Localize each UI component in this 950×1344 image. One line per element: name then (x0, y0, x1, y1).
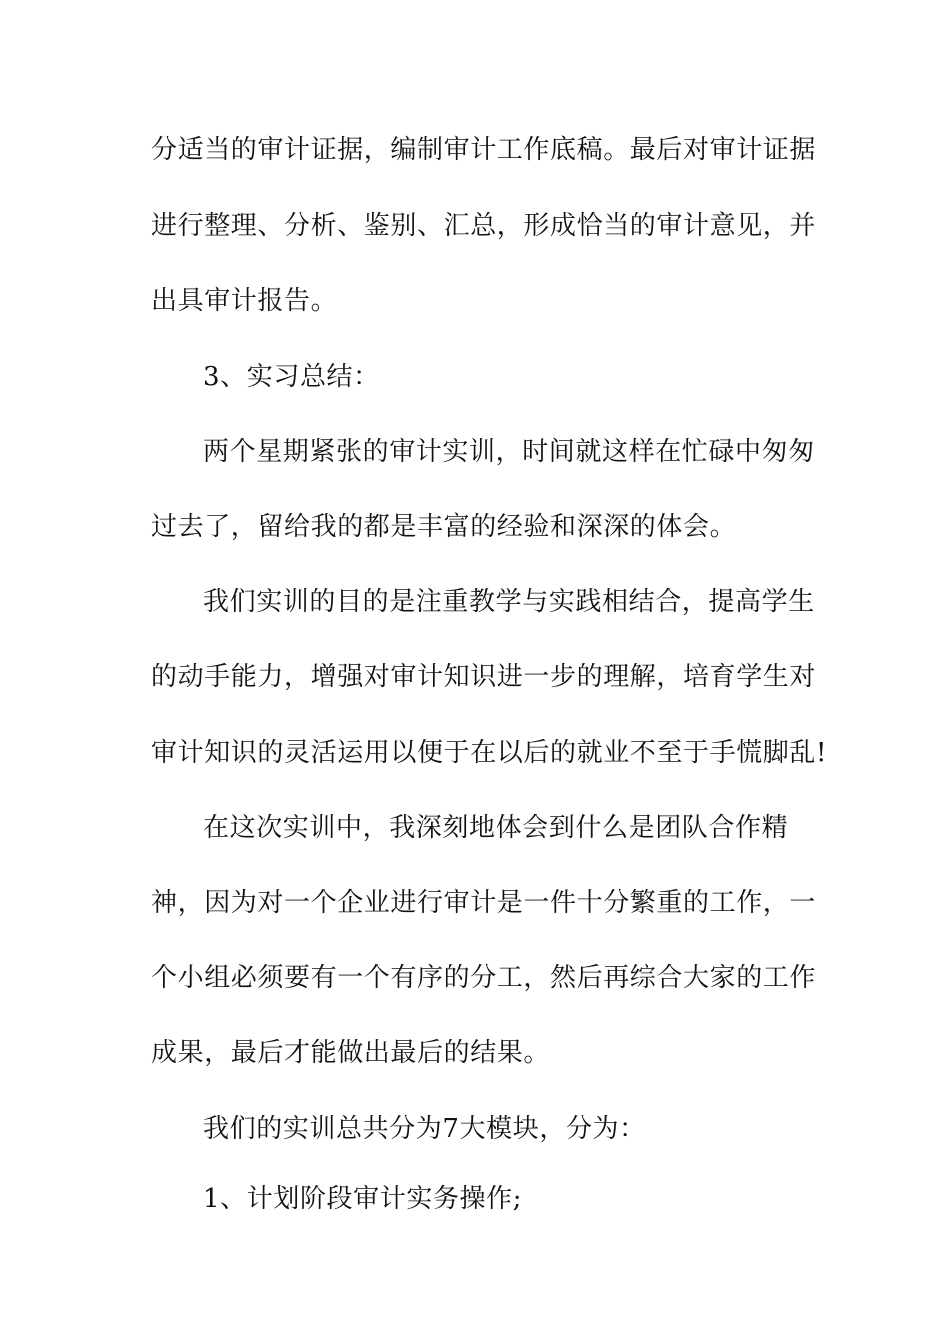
text-line: 审计知识的灵活运用以便于在以后的就业不至于手慌脚乱! (151, 738, 828, 768)
text-line: 的动手能力，增强对审计知识进一步的理解，培育学生对 (151, 662, 817, 692)
text-line: 分适当的审计证据，编制审计工作底稿。最后对审计证据 (151, 135, 817, 165)
text-line: 两个星期紧张的审计实训，时间就这样在忙碌中匆匆 (203, 437, 815, 467)
section-heading: 3、实习总结： (203, 362, 380, 392)
text-line: 神，因为对一个企业进行审计是一件十分繁重的工作，一 (151, 888, 817, 918)
text-line: 过去了，留给我的都是丰富的经验和深深的体会。 (151, 512, 737, 542)
text-line: 进行整理、分析、鉴别、汇总，形成恰当的审计意见，并 (151, 211, 817, 241)
text-line: 我们的实训总共分为7大模块，分为： (203, 1114, 646, 1144)
text-line: 成果，最后才能做出最后的结果。 (151, 1038, 551, 1068)
text-line: 出具审计报告。 (151, 286, 338, 316)
text-line: 我们实训的目的是注重教学与实践相结合，提高学生 (203, 587, 815, 617)
text-line: 在这次实训中，我深刻地体会到什么是团队合作精 (203, 813, 789, 843)
text-line: 个小组必须要有一个有序的分工，然后再综合大家的工作 (151, 963, 817, 993)
list-item: 1、计划阶段审计实务操作; (203, 1184, 523, 1214)
